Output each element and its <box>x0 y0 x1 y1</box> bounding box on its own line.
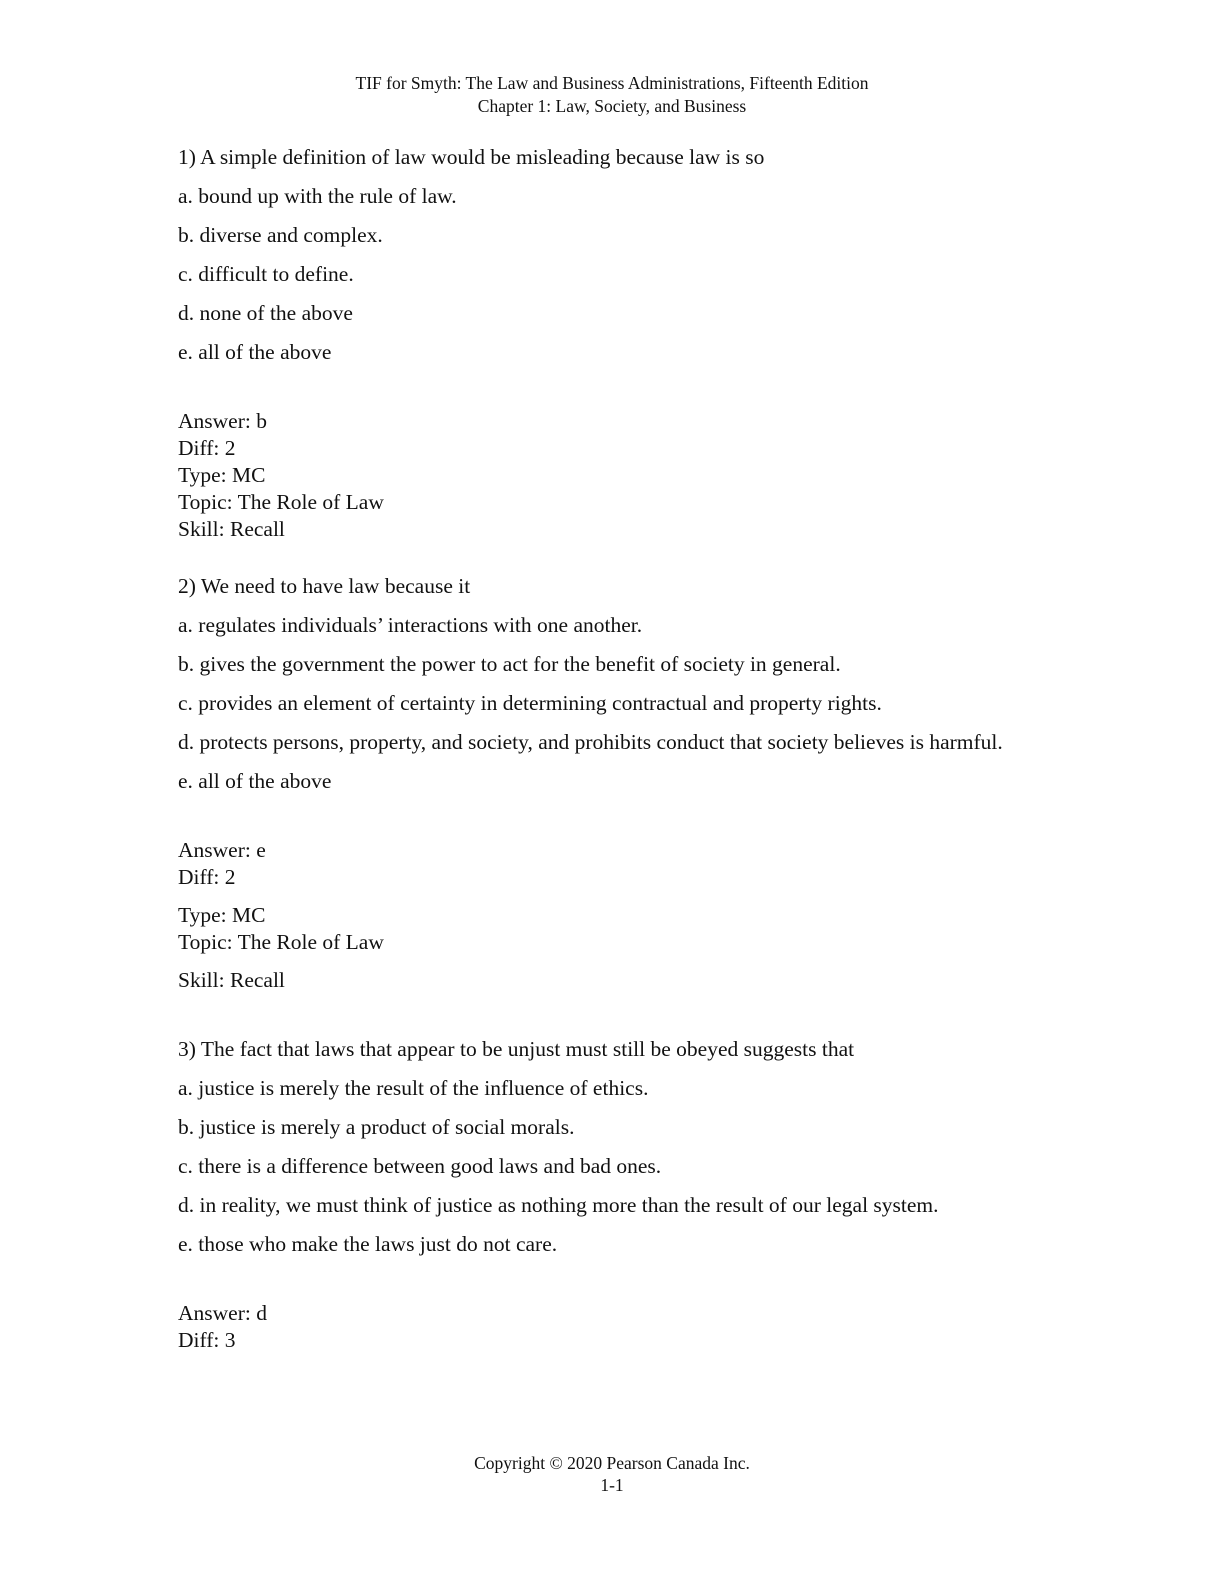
answer-metadata <box>178 408 1058 543</box>
difficulty-line: Diff: 2 <box>178 436 236 460</box>
option-b: b. diverse and complex. <box>178 223 383 247</box>
option-d: d. protects persons, property, and society, and prohibits conduct that society believes is harmful. <box>178 730 1003 754</box>
option-d: d. none of the above <box>178 301 353 325</box>
page-header <box>0 72 1224 118</box>
page-number: 1-1 <box>600 1475 624 1495</box>
question-2 <box>178 573 1058 994</box>
header-book-title: TIF for Smyth: The Law and Business Administrations, Fifteenth Edition <box>355 73 869 93</box>
answer-line: Answer: b <box>178 409 267 433</box>
skill-line: Skill: Recall <box>178 968 285 992</box>
header-chapter-title: Chapter 1: Law, Society, and Business <box>477 96 747 116</box>
option-b: b. gives the government the power to act for the benefit of society in general. <box>178 652 841 676</box>
type-line: Type: MC <box>178 463 266 487</box>
answer-line: Answer: e <box>178 838 266 862</box>
question-3 <box>178 1036 1058 1354</box>
copyright-notice: Copyright © 2020 Pearson Canada Inc. <box>474 1453 750 1473</box>
answer-line: Answer: d <box>178 1301 267 1325</box>
question-stem: 2) We need to have law because it <box>178 574 471 598</box>
difficulty-line: Diff: 3 <box>178 1328 236 1352</box>
page-footer <box>0 1452 1224 1496</box>
option-d: d. in reality, we must think of justice as nothing more than the result of our legal system. <box>178 1193 939 1217</box>
option-c: c. there is a difference between good laws and bad ones. <box>178 1154 662 1178</box>
option-a: a. justice is merely the result of the influence of ethics. <box>178 1076 649 1100</box>
difficulty-line: Diff: 2 <box>178 865 236 889</box>
option-c: c. provides an element of certainty in determining contractual and property rights. <box>178 691 882 715</box>
option-e: e. all of the above <box>178 769 332 793</box>
topic-line: Topic: The Role of Law <box>178 930 384 954</box>
answer-metadata <box>178 1300 1058 1354</box>
option-a: a. regulates individuals’ interactions with one another. <box>178 613 643 637</box>
question-stem: 1) A simple definition of law would be misleading because law is so <box>178 145 765 169</box>
option-e: e. those who make the laws just do not care. <box>178 1232 558 1256</box>
option-c: c. difficult to define. <box>178 262 354 286</box>
topic-line: Topic: The Role of Law <box>178 490 384 514</box>
option-e: e. all of the above <box>178 340 332 364</box>
option-b: b. justice is merely a product of social morals. <box>178 1115 575 1139</box>
type-line: Type: MC <box>178 903 266 927</box>
question-1 <box>178 144 1058 543</box>
question-stem: 3) The fact that laws that appear to be unjust must still be obeyed suggests that <box>178 1037 855 1061</box>
option-a: a. bound up with the rule of law. <box>178 184 457 208</box>
skill-line: Skill: Recall <box>178 517 285 541</box>
answer-metadata <box>178 837 1058 994</box>
question-list <box>178 144 1058 1354</box>
